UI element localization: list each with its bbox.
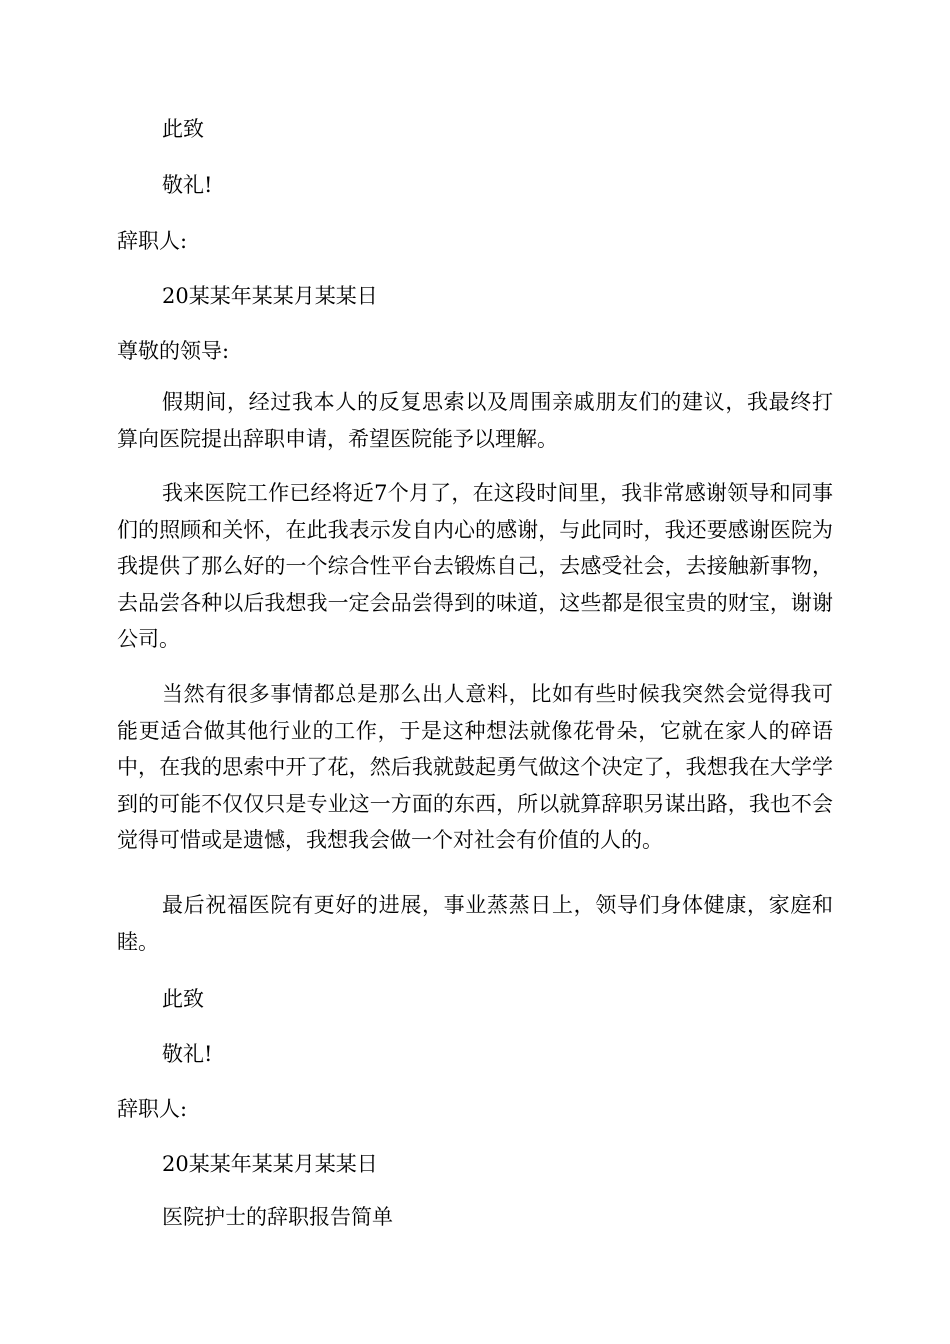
paragraph-4: 最后祝福医院有更好的进展，事业蒸蒸日上，领导们身体健康，家庭和睦。 (117, 893, 833, 954)
signer-label: 辞职人: (117, 1097, 188, 1121)
date-line: 20某某年某某月某某日 (162, 284, 378, 308)
next-section-title: 医院护士的辞职报告简单 (162, 1205, 393, 1229)
paragraph-1: 假期间，经过我本人的反复思索以及周围亲戚朋友们的建议，我最终打算向医院提出辞职申请，希望医院能予以理解。 (117, 390, 833, 451)
date-line: 20某某年某某月某某日 (162, 1152, 378, 1176)
closing-jing-li: 敬礼! (162, 173, 213, 197)
paragraph-3: 当然有很多事情都总是那么出人意料，比如有些时候我突然会觉得我可能更适合做其他行业的工作，于是这种想法就像花骨朵，它就在家人的碎语中，在我的思索中开了花，然后我就鼓起勇气做这个决定了，我想我在大学学到的可能不仅仅只是专业这一方面的东西，所以就算辞职另谋出路，我也不会觉得可惜或是遗憾，我想我会做一个对社会有价值的人的。 (117, 682, 833, 852)
closing-ci-zhi: 此致 (162, 117, 204, 141)
closing-ci-zhi: 此致 (162, 987, 204, 1011)
closing-jing-li: 敬礼! (162, 1042, 213, 1066)
signer-label: 辞职人: (117, 229, 188, 253)
salutation: 尊敬的领导: (117, 339, 230, 363)
paragraph-2: 我来医院工作已经将近7个月了，在这段时间里，我非常感谢领导和同事们的照顾和关怀，在此我表示发自内心的感谢，与此同时，我还要感谢医院为我提供了那么好的一个综合性平台去锻炼自己，去感受社会，去接触新事物，去品尝各种以后我想我一定会品尝得到的味道，这些都是很宝贵的财宝，谢谢公司。 (117, 481, 833, 651)
